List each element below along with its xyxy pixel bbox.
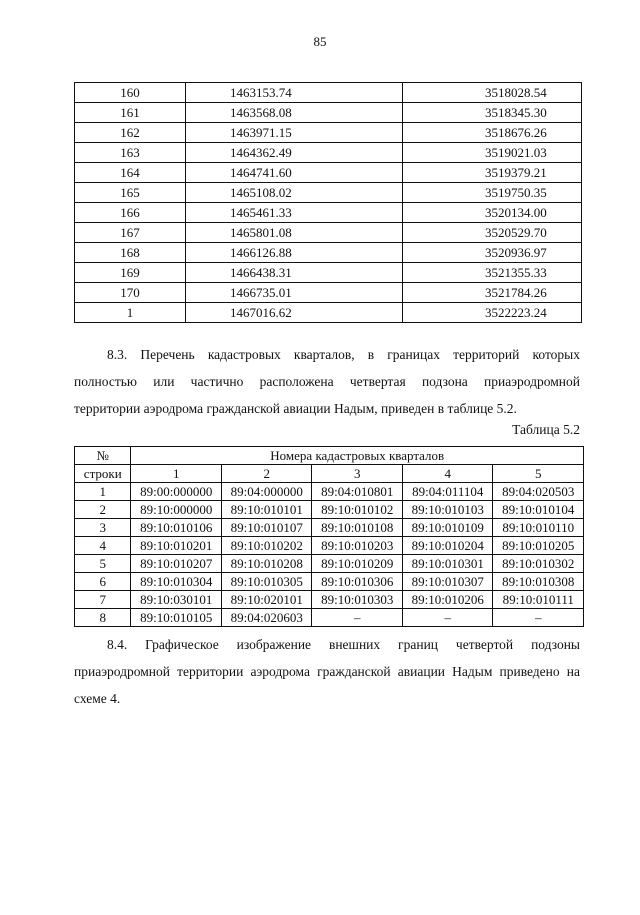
section-8-4-paragraph bbox=[74, 631, 580, 712]
x-coordinate-cell: 1466438.31 bbox=[186, 263, 403, 283]
paragraph-line: 8.4. Графическое изображение внешних границ четвертой подзоны bbox=[107, 637, 580, 652]
row-number-cell: 6 bbox=[75, 573, 131, 591]
cadastral-quarter-cell: 89:04:011104 bbox=[402, 483, 493, 501]
row-number-cell: 7 bbox=[75, 591, 131, 609]
x-coordinate-cell: 1466126.88 bbox=[186, 243, 403, 263]
point-number-cell: 160 bbox=[75, 83, 186, 103]
table-row bbox=[75, 203, 582, 223]
cadastral-quarter-cell: 89:10:010303 bbox=[312, 591, 403, 609]
section-8-3-paragraph bbox=[74, 341, 580, 422]
column-number-header: 3 bbox=[312, 465, 403, 483]
cadastral-quarter-cell: 89:10:010102 bbox=[312, 501, 403, 519]
column-number-header: 5 bbox=[493, 465, 584, 483]
row-number-cell: 8 bbox=[75, 609, 131, 627]
point-number-cell: 169 bbox=[75, 263, 186, 283]
y-coordinate-cell: 3521355.33 bbox=[403, 263, 582, 283]
y-coordinate-cell: 3520936.97 bbox=[403, 243, 582, 263]
paragraph-line: приаэродромной территории аэродрома гражданской авиации Надым приведено на bbox=[74, 664, 580, 679]
paragraph-line: схеме 4. bbox=[74, 691, 121, 706]
cadastral-quarter-cell: 89:10:010110 bbox=[493, 519, 584, 537]
point-number-cell: 163 bbox=[75, 143, 186, 163]
cadastral-quarter-cell: 89:10:010101 bbox=[221, 501, 312, 519]
y-coordinate-cell: 3521784.26 bbox=[403, 283, 582, 303]
y-coordinate-cell: 3522223.24 bbox=[403, 303, 582, 323]
cadastral-quarter-cell: 89:10:010203 bbox=[312, 537, 403, 555]
cadastral-quarter-cell: 89:10:010207 bbox=[131, 555, 222, 573]
x-coordinate-cell: 1466735.01 bbox=[186, 283, 403, 303]
cadastral-quarter-cell: 89:10:010308 bbox=[493, 573, 584, 591]
cadastral-quarter-cell: 89:10:010202 bbox=[221, 537, 312, 555]
y-coordinate-cell: 3519021.03 bbox=[403, 143, 582, 163]
y-coordinate-cell: 3519750.35 bbox=[403, 183, 582, 203]
paragraph-line: территории аэродрома гражданской авиации Надым, приведен в таблице 5.2. bbox=[74, 401, 517, 416]
x-coordinate-cell: 1463153.74 bbox=[186, 83, 403, 103]
table-row bbox=[75, 537, 584, 555]
page-number: 85 bbox=[313, 34, 327, 49]
row-number-cell: 4 bbox=[75, 537, 131, 555]
table-row bbox=[75, 223, 582, 243]
cadastral-quarter-cell: 89:10:010106 bbox=[131, 519, 222, 537]
cadastral-quarter-cell: 89:10:010307 bbox=[402, 573, 493, 591]
cadastral-quarter-cell: – bbox=[312, 609, 403, 627]
table-row bbox=[75, 283, 582, 303]
table-row bbox=[75, 303, 582, 323]
cadastral-quarter-cell: 89:10:020101 bbox=[221, 591, 312, 609]
cadastral-quarter-cell: 89:10:010108 bbox=[312, 519, 403, 537]
x-coordinate-cell: 1463568.08 bbox=[186, 103, 403, 123]
coordinates-table bbox=[74, 82, 582, 323]
table-row bbox=[75, 573, 584, 591]
cadastral-quarter-cell: 89:10:010105 bbox=[131, 609, 222, 627]
table-row bbox=[75, 163, 582, 183]
cadastral-quarter-cell: – bbox=[493, 609, 584, 627]
cadastral-quarter-cell: 89:10:010104 bbox=[493, 501, 584, 519]
cadastral-quarter-cell: 89:04:000000 bbox=[221, 483, 312, 501]
cadastral-quarter-cell: 89:04:020503 bbox=[493, 483, 584, 501]
table-row bbox=[75, 519, 584, 537]
y-coordinate-cell: 3518345.30 bbox=[403, 103, 582, 123]
cadastral-quarter-cell: 89:04:010801 bbox=[312, 483, 403, 501]
x-coordinate-cell: 1464741.60 bbox=[186, 163, 403, 183]
header-row-number-label-2: строки bbox=[75, 465, 131, 483]
row-number-cell: 1 bbox=[75, 483, 131, 501]
table-row bbox=[75, 183, 582, 203]
table-row bbox=[75, 555, 584, 573]
cadastral-quarter-cell: 89:10:010111 bbox=[493, 591, 584, 609]
point-number-cell: 170 bbox=[75, 283, 186, 303]
cadastral-quarter-cell: 89:10:000000 bbox=[131, 501, 222, 519]
cadastral-quarter-cell: 89:10:010201 bbox=[131, 537, 222, 555]
row-number-cell: 2 bbox=[75, 501, 131, 519]
table-row bbox=[75, 123, 582, 143]
point-number-cell: 162 bbox=[75, 123, 186, 143]
x-coordinate-cell: 1467016.62 bbox=[186, 303, 403, 323]
x-coordinate-cell: 1465108.02 bbox=[186, 183, 403, 203]
y-coordinate-cell: 3520134.00 bbox=[403, 203, 582, 223]
cadastral-quarter-cell: 89:10:030101 bbox=[131, 591, 222, 609]
cadastral-quarter-cell: 89:10:010302 bbox=[493, 555, 584, 573]
table-row bbox=[75, 103, 582, 123]
table-row bbox=[75, 501, 584, 519]
cadastral-quarter-cell: 89:10:010204 bbox=[402, 537, 493, 555]
cadastral-quarter-cell: 89:10:010208 bbox=[221, 555, 312, 573]
point-number-cell: 161 bbox=[75, 103, 186, 123]
column-number-header: 1 bbox=[131, 465, 222, 483]
point-number-cell: 164 bbox=[75, 163, 186, 183]
table-caption: Таблица 5.2 bbox=[512, 422, 580, 437]
paragraph-line: полностью или частично расположена четвертая подзона приаэродромной bbox=[74, 374, 580, 389]
cadastral-quarters-table bbox=[74, 446, 584, 627]
x-coordinate-cell: 1465801.08 bbox=[186, 223, 403, 243]
table-row bbox=[75, 243, 582, 263]
cadastral-quarter-cell: 89:04:020603 bbox=[221, 609, 312, 627]
cadastral-quarter-cell: 89:10:010103 bbox=[402, 501, 493, 519]
table-row bbox=[75, 591, 584, 609]
cadastral-quarter-cell: 89:00:000000 bbox=[131, 483, 222, 501]
table-row bbox=[75, 609, 584, 627]
table-row bbox=[75, 83, 582, 103]
cadastral-quarter-cell: 89:10:010301 bbox=[402, 555, 493, 573]
cadastral-quarter-cell: – bbox=[402, 609, 493, 627]
y-coordinate-cell: 3519379.21 bbox=[403, 163, 582, 183]
x-coordinate-cell: 1463971.15 bbox=[186, 123, 403, 143]
y-coordinate-cell: 3518676.26 bbox=[403, 123, 582, 143]
header-group-label: Номера кадастровых кварталов bbox=[131, 447, 584, 465]
cadastral-quarter-cell: 89:10:010304 bbox=[131, 573, 222, 591]
header-row-number-label: № bbox=[75, 447, 131, 465]
point-number-cell: 1 bbox=[75, 303, 186, 323]
point-number-cell: 165 bbox=[75, 183, 186, 203]
table-row bbox=[75, 143, 582, 163]
paragraph-line: 8.3. Перечень кадастровых кварталов, в границах территорий которых bbox=[107, 347, 580, 362]
cadastral-quarter-cell: 89:10:010109 bbox=[402, 519, 493, 537]
column-number-header: 4 bbox=[402, 465, 493, 483]
point-number-cell: 168 bbox=[75, 243, 186, 263]
table-row bbox=[75, 483, 584, 501]
cadastral-quarter-cell: 89:10:010209 bbox=[312, 555, 403, 573]
cadastral-quarter-cell: 89:10:010306 bbox=[312, 573, 403, 591]
cadastral-quarter-cell: 89:10:010205 bbox=[493, 537, 584, 555]
row-number-cell: 5 bbox=[75, 555, 131, 573]
cadastral-quarter-cell: 89:10:010305 bbox=[221, 573, 312, 591]
y-coordinate-cell: 3518028.54 bbox=[403, 83, 582, 103]
x-coordinate-cell: 1465461.33 bbox=[186, 203, 403, 223]
row-number-cell: 3 bbox=[75, 519, 131, 537]
x-coordinate-cell: 1464362.49 bbox=[186, 143, 403, 163]
table-row bbox=[75, 263, 582, 283]
cadastral-quarter-cell: 89:10:010107 bbox=[221, 519, 312, 537]
cadastral-quarter-cell: 89:10:010206 bbox=[402, 591, 493, 609]
point-number-cell: 166 bbox=[75, 203, 186, 223]
point-number-cell: 167 bbox=[75, 223, 186, 243]
column-number-header: 2 bbox=[221, 465, 312, 483]
y-coordinate-cell: 3520529.70 bbox=[403, 223, 582, 243]
